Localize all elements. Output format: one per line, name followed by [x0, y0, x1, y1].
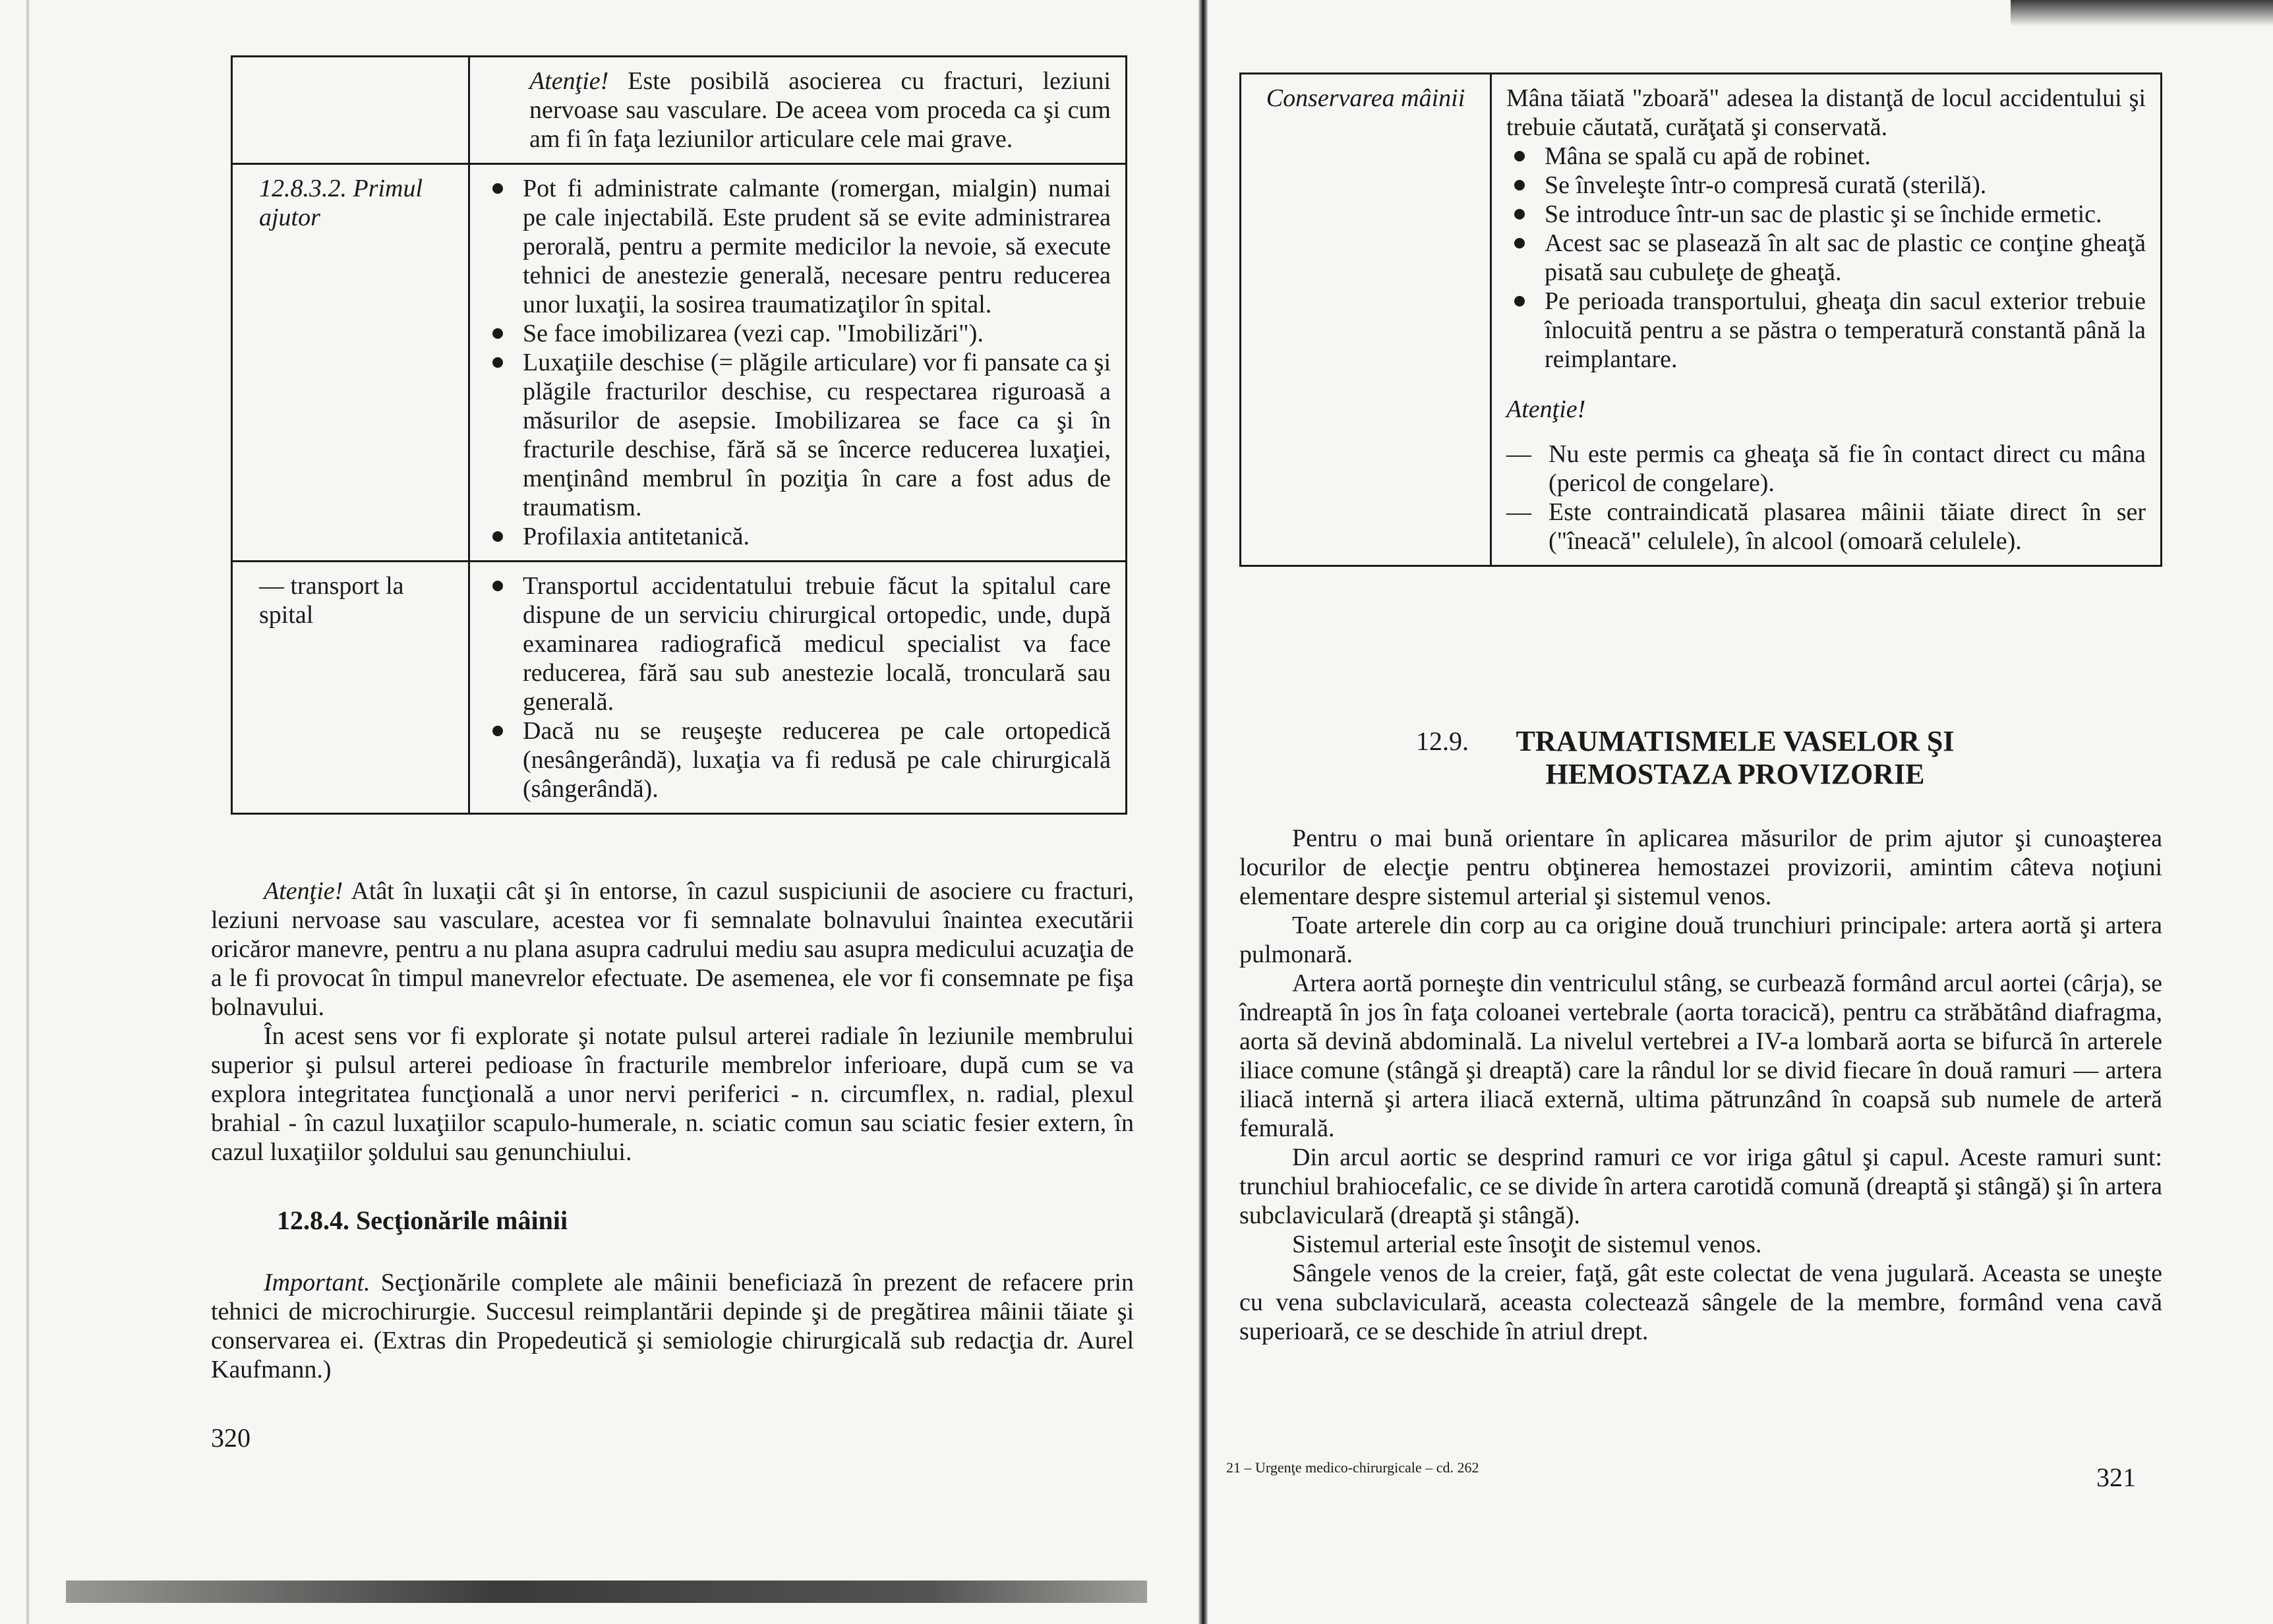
list-item: Transportul accidentatului trebuie făcut la spitalul care dispune de un serviciu chirurgical ortopedic, unde, după examinarea radiografică medicul specialist va face reducerea, fără sau sub anestezie locală, tronculară sau generală.	[485, 571, 1111, 716]
paragraph: Artera aortă porneşte din ventriculul stâng, se curbează formând arcul aortei (cârja), se îndreaptă în jos în faţa coloanei vertebrale (aorta toracică), pentru ca străbătând diafragma, aorta să devină abdominală. La nivelul vertebrei a IV-a lombară aorta se bifurcă în arterele iliace comune (stângă şi dreaptă) care la rândul lor se divid fiecare în două ramuri — artera iliacă internă şi artera iliacă externă, ultima pătrunzând în coapsă sub numele de arteră femurală.	[1239, 970, 2162, 1142]
paragraph: Secţionările complete ale mâinii beneficiază în prezent de refacere prin tehnici de microchirurgie. Succesul reimplantării depinde şi de pregătirea mâinii tăiate şi conservarea ei. (Extras din Propedeutică şi semiologie chirurgicală sub redacţia dr. Aurel Kaufmann.)	[211, 1269, 1134, 1383]
list-item: Mâna se spală cu apă de robinet.	[1506, 142, 2146, 171]
body-text	[1239, 824, 2162, 1346]
paragraph: În acest sens vor fi explorate şi notate pulsul arterei radiale în leziunile membrului superior şi pulsul arterei pedioase în fracturile membrelor inferioare, după cum se va explora integritatea funcţională a unor nervi periferici - n. circumflex, n. radial, plexul brahial - în cazul luxaţiilor scapulo-humerale, n. sciatic comun sau sciatic fesier extern, în cazul luxaţiilor şoldului sau genunchiului.	[211, 1022, 1134, 1166]
page-number: 320	[211, 1423, 251, 1453]
table-label-cell	[232, 562, 469, 814]
table-row	[232, 562, 1127, 814]
list-item: Pe perioada transportului, gheaţa din sacul exterior trebuie înlocuită pentru a se păstra o temperatură constantă până la reimplantare.	[1506, 287, 2146, 374]
first-aid-table	[231, 55, 1127, 815]
table-content-cell	[469, 57, 1127, 164]
list-item: Se introduce într-un sac de plastic şi se închide ermetic.	[1506, 200, 2146, 229]
list-item: — Nu este permis ca gheaţa să fie în contact direct cu mâna (pericol de congelare).	[1506, 440, 2146, 498]
paragraph: Sistemul arterial este însoţit de sistemul venos.	[1292, 1231, 1762, 1258]
row-label: — transport la spital	[259, 572, 404, 629]
paragraph: Atât în luxaţii cât şi în entorse, în cazul suspiciunii de asociere cu fracturi, leziuni nervoase sau vasculare, acestea vor fi semnalate bolnavului înaintea executării oricăror manevre, pentru a nu plana asupra cadrului mediu sau asupra medicului acuzaţia de a le fi provocat în timpul manevrelor efectuate. De asemenea, ele vor fi consemnate pe fişa bolnavului.	[211, 877, 1134, 1021]
list-item: Dacă nu se reuşeşte reducerea pe cale ortopedică (nesângerândă), luxaţia va fi redusă pe cale chirurgicală (sângerândă).	[485, 716, 1111, 803]
page-number: 321	[2096, 1463, 2136, 1492]
warning-label: Atenţie!	[1506, 395, 1586, 423]
conservation-table-wrap	[1239, 72, 2162, 567]
warning-label: Atenţie!	[529, 67, 609, 95]
table-text: Este posibilă asocierea cu fracturi, leziuni nervoase sau vasculare. De aceea vom proceda ca şi cum am fi în faţa leziunilor articulare cele mai grave.	[529, 67, 1111, 153]
section-heading: 12.8.4. Secţionările mâinii	[277, 1205, 568, 1235]
table-content-cell	[469, 164, 1127, 562]
list-item: — Este contraindicată plasarea mâinii tăiate direct în ser ("îneacă" celulele), în alcool (omoară celulele).	[1506, 498, 2146, 556]
table-content-cell	[1491, 74, 2162, 566]
table-label-cell	[232, 57, 469, 164]
paragraph: Sângele venos de la creier, faţă, gât este colectat de vena jugulară. Aceasta se uneşte cu vena subclaviculară, aceasta colectează sângele de la membre, formând vena cavă superioară, ce se deschide în atriul drept.	[1239, 1260, 2162, 1345]
paragraph: Din arcul aortic se desprind ramuri ce vor iriga gâtul şi capul. Aceste ramuri sunt: trunchiul brahiocefalic, ce se divide în artera carotidă comună (dreaptă şi stângă) şi în artera subclaviculară (dreaptă şi stângă).	[1239, 1144, 2162, 1229]
row-label: Conservarea mâinii	[1266, 84, 1465, 112]
transport-list	[485, 571, 1111, 803]
first-aid-list	[485, 174, 1111, 551]
paragraph: Toate arterele din corp au ca origine două trunchiuri principale: artera aortă şi artera pulmonară.	[1239, 912, 2162, 968]
warning-list	[1506, 440, 2146, 556]
scan-shadow-top	[2011, 0, 2273, 26]
scan-shadow	[66, 1580, 1147, 1603]
table-label-cell	[232, 164, 469, 562]
page-edge	[26, 0, 29, 1624]
table-intro: Mâna tăiată "zboară" adesea la distanţă de locul accidentului şi trebuie căutată, curăţată şi conservată.	[1506, 84, 2146, 141]
body-text	[211, 877, 1134, 1384]
book-gutter	[1198, 0, 1208, 1624]
section-title: TRAUMATISMELE VASELOR ŞI HEMOSTAZA PROVIZORIE	[1516, 725, 1955, 790]
table-row	[232, 164, 1127, 562]
table-label-cell	[1241, 74, 1491, 566]
list-item: Se face imobilizarea (vezi cap. "Imobilizări").	[485, 319, 1111, 348]
table-row	[232, 57, 1127, 164]
section-header	[1239, 725, 2162, 791]
row-label: 12.8.3.2. Primul ajutor	[259, 175, 423, 231]
first-aid-table-wrap	[231, 55, 1127, 815]
paragraph: Pentru o mai bună orientare în aplicarea măsurilor de prim ajutor şi cunoaşterea locurilor de elecţie pentru obţinerea hemostazei provizorii, amintim câteva noţiuni elementare despre sistemul arterial şi sistemul venos.	[1239, 825, 2162, 910]
list-item: Luxaţiile deschise (= plăgile articulare) vor fi pansate ca şi plăgile fracturilor deschise, cu respectarea riguroasă a măsurilor de asepsie. Imobilizarea se face ca şi în fracturile deschise, fără să se încerce reducerea luxaţiei, menţinând membrul în poziţia în care a fost adus de traumatism.	[485, 348, 1111, 522]
table-row	[1241, 74, 2162, 566]
list-item: Acest sac se plasează în alt sac de plastic ce conţine gheaţă pisată sau cubuleţe de gheaţă.	[1506, 229, 2146, 287]
warning-label: Atenţie!	[264, 877, 343, 905]
important-label: Important.	[264, 1269, 370, 1296]
footnote: 21 – Urgenţe medico-chirurgicale – cd. 262	[1226, 1459, 1479, 1476]
list-item: Pot fi administrate calmante (romergan, mialgin) numai pe cale injectabilă. Este prudent să se evite administrarea perorală, pentru a permite medicilor la nevoie, să execute tehnici de anestezie generală, necesare pentru reducerea unor luxaţii, la sosirea traumatizaţilor în spital.	[485, 174, 1111, 319]
list-item: Profilaxia antitetanică.	[485, 522, 1111, 551]
conservation-list	[1506, 142, 2146, 374]
table-content-cell	[469, 562, 1127, 814]
section-number: 12.9.	[1416, 726, 1469, 756]
conservation-table	[1239, 72, 2162, 567]
list-item: Se înveleşte într-o compresă curată (sterilă).	[1506, 171, 2146, 200]
